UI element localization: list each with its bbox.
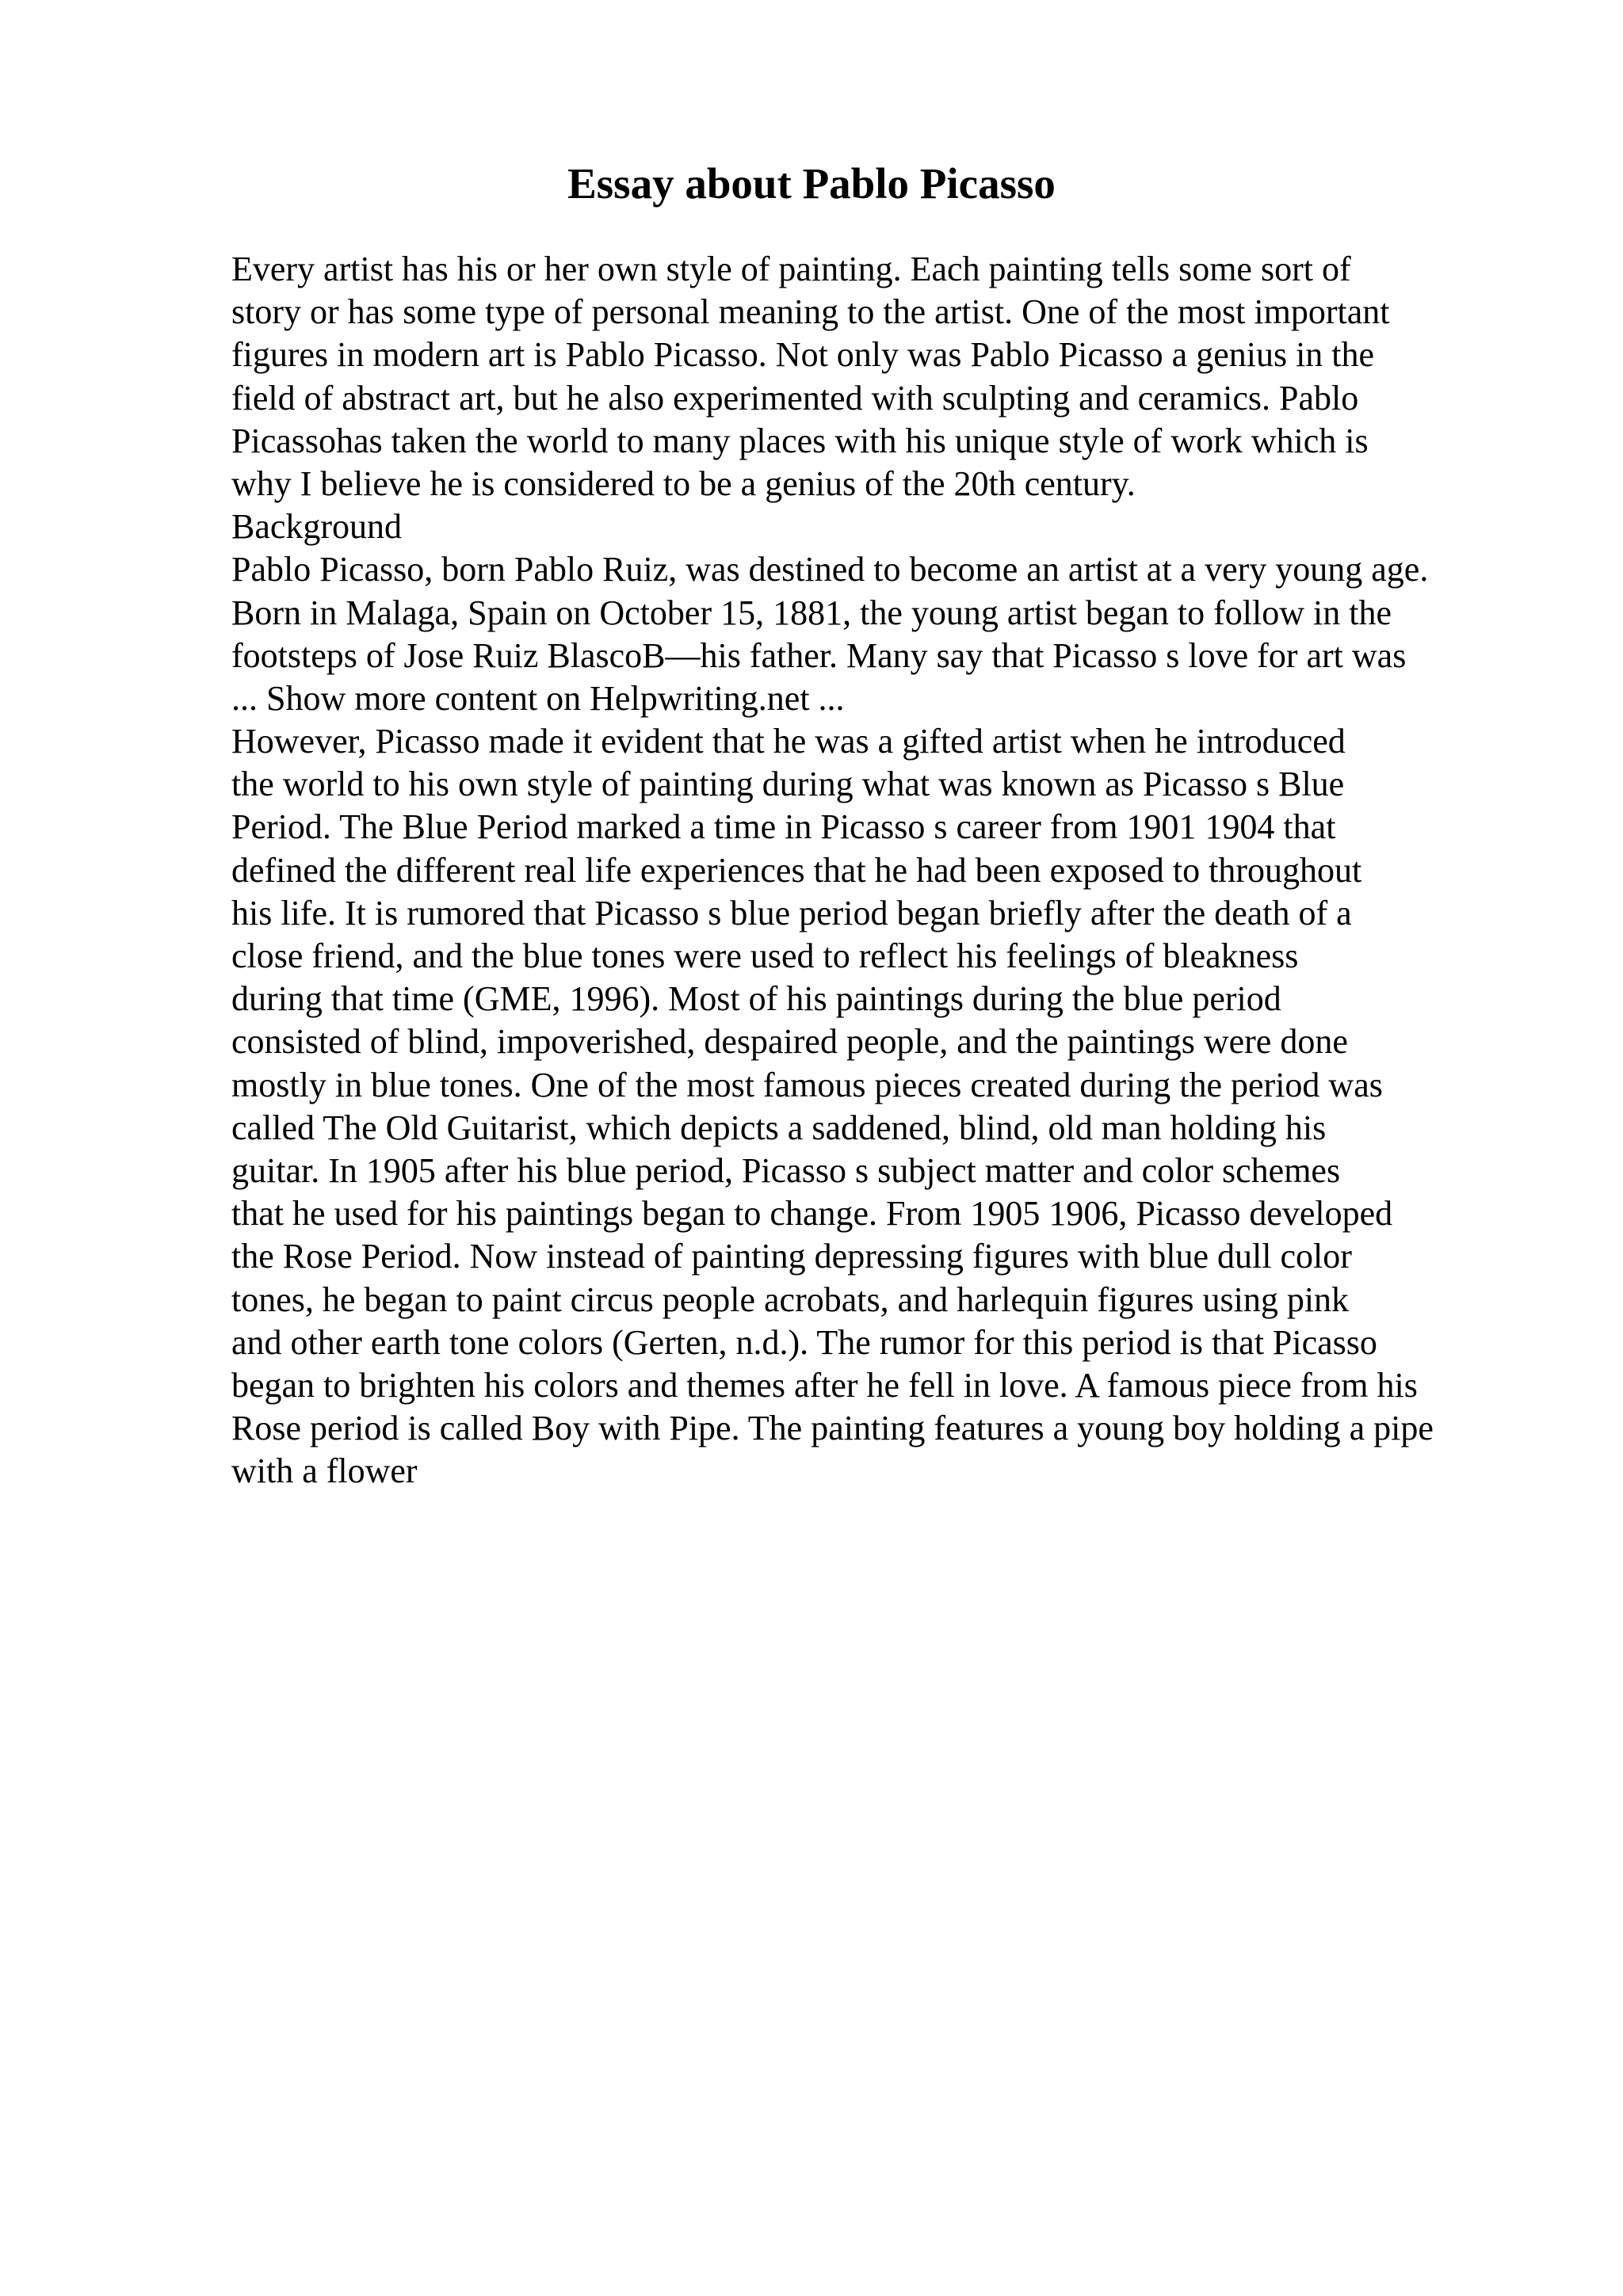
- text-line: Every artist has his or her own style of painting. Each painting tells some sort of: [231, 250, 1351, 288]
- text-line: Rose period is called Boy with Pipe. The painting features a young boy holding a pipe: [231, 1409, 1434, 1448]
- text-line: field of abstract art, but he also experimented with sculpting and ceramics. Pablo: [231, 378, 1359, 418]
- text-line: Born in Malaga, Spain on October 15, 1881, the young artist began to follow in the: [231, 593, 1392, 632]
- document-title: Essay about Pablo Picasso: [567, 159, 1056, 208]
- text-line: mostly in blue tones. One of the most famous pieces created during the period was: [231, 1065, 1383, 1104]
- text-line: the Rose Period. Now instead of painting depressing figures with blue dull color: [231, 1237, 1352, 1276]
- text-line: began to brighten his colors and themes after he fell in love. A famous piece from his: [231, 1365, 1418, 1405]
- text-line: and other earth tone colors (Gerten, n.d.). The rumor for this period is that Picasso: [231, 1322, 1377, 1362]
- text-line: with a flower: [231, 1451, 418, 1491]
- text-line: called The Old Guitarist, which depicts a saddened, blind, old man holding his: [231, 1108, 1327, 1147]
- text-line: during that time (GME, 1996). Most of his paintings during the blue period: [231, 979, 1281, 1019]
- text-line: story or has some type of personal meaning to the artist. One of the most important: [231, 292, 1390, 332]
- document-body: [231, 248, 1579, 1493]
- text-line: guitar. In 1905 after his blue period, Picasso s subject matter and color schemes: [231, 1150, 1341, 1190]
- text-line: footsteps of Jose Ruiz BlascoB—his father. Many say that Picasso s love for art was: [231, 635, 1407, 675]
- text-line: figures in modern art is Pablo Picasso. Not only was Pablo Picasso a genius in the: [231, 335, 1375, 375]
- text-line: the world to his own style of painting during what was known as Picasso s Blue: [231, 765, 1345, 804]
- text-line: Period. The Blue Period marked a time in Picasso s career from 1901 1904 that: [231, 807, 1336, 847]
- text-line: why I believe he is considered to be a genius of the 20th century.: [231, 463, 1136, 503]
- text-line: Picassohas taken the world to many places with his unique style of work which is: [231, 421, 1369, 460]
- text-line: that he used for his paintings began to change. From 1905 1906, Picasso developed: [231, 1194, 1393, 1234]
- text-line: close friend, and the blue tones were used to reflect his feelings of bleakness: [231, 936, 1299, 975]
- section-heading-background: Background: [231, 507, 403, 547]
- show-more-notice: ... Show more content on Helpwriting.net ...: [231, 678, 845, 718]
- text-line: Pablo Picasso, born Pablo Ruiz, was destined to become an artist at a very young age.: [231, 550, 1429, 589]
- text-line: consisted of blind, impoverished, despaired people, and the paintings were done: [231, 1022, 1348, 1062]
- text-line: his life. It is rumored that Picasso s blue period began briefly after the death of a: [231, 893, 1352, 933]
- text-line: However, Picasso made it evident that he was a gifted artist when he introduced: [231, 722, 1346, 761]
- text-line: tones, he began to paint circus people acrobats, and harlequin figures using pink: [231, 1280, 1350, 1319]
- text-line: defined the different real life experiences that he had been exposed to throughout: [231, 850, 1362, 890]
